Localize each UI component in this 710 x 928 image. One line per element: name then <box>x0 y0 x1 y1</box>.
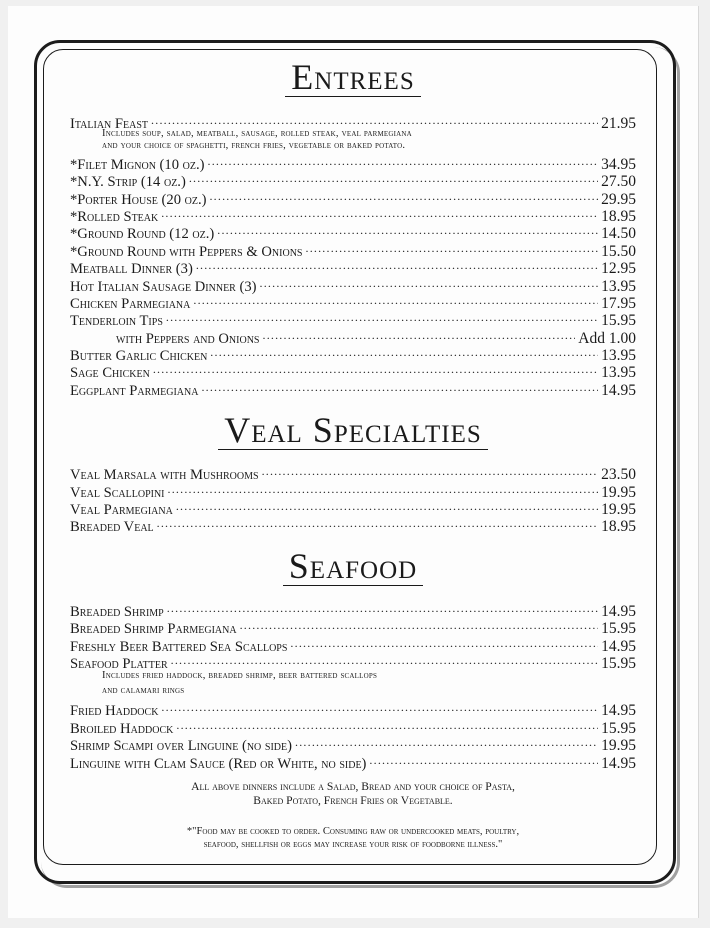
menu-item-price: 23.50 <box>601 466 636 484</box>
menu-item-price: 19.95 <box>601 483 636 501</box>
dot-leader <box>166 308 598 325</box>
feast-note: Includes soup, salad, meatball, sausage, rolled steak, veal parmegiana and your choice of spaghetti, french fries, vegetable or baked potato. <box>102 128 412 151</box>
menu-item-name: Tenderloin Tips <box>70 313 163 330</box>
menu-item-price: 18.95 <box>601 518 636 536</box>
dot-leader <box>193 291 598 308</box>
veal-section <box>70 462 636 536</box>
dot-leader <box>262 462 599 479</box>
menu-item <box>70 151 636 173</box>
menu-item-price: 18.95 <box>601 207 636 225</box>
dot-leader <box>196 256 598 273</box>
menu-item-addon: with Peppers and Onions ..... Add 1.00 <box>70 325 636 342</box>
menu-item-name: Butter Garlic Chicken <box>70 348 208 365</box>
menu-item-name: Breaded Shrimp Parmegiana <box>70 621 237 638</box>
menu-item-name: *Porter House (20 oz.) <box>70 191 207 208</box>
menu-item-name: Eggplant Parmegiana <box>70 382 199 399</box>
menu-item-price: 14.95 <box>601 602 636 620</box>
dot-leader <box>210 343 598 360</box>
menu-item-price: 15.50 <box>601 242 636 260</box>
dot-leader <box>217 221 598 238</box>
menu-item-price: 15.95 <box>601 620 636 638</box>
menu-item-price: 14.50 <box>601 225 636 243</box>
menu-item-price: 14.95 <box>601 381 636 399</box>
menu-item <box>70 698 636 720</box>
menu-item-price: 29.95 <box>601 190 636 208</box>
dinner-note: All above dinners include a Salad, Bread and your choice of Pasta, Baked Potato, French Fries or Vegetable. <box>191 779 515 808</box>
menu-item-price: 14.95 <box>601 754 636 772</box>
dot-leader <box>201 377 598 394</box>
menu-item-name: Shrimp Scampi over Linguine (no side) <box>70 738 293 755</box>
entrees-heading: Entrees <box>70 58 636 97</box>
menu-item-name: Veal Parmegiana <box>70 502 173 519</box>
platter-note: Includes fried haddock, breaded shrimp, beer battered scallops and calamari rings <box>102 669 378 696</box>
menu-item-name: Hot Italian Sausage Dinner (3) <box>70 278 257 295</box>
menu-item-price: 15.95 <box>601 312 636 330</box>
dot-leader <box>306 238 599 255</box>
veal-heading: Veal Specialties <box>70 411 636 450</box>
menu-item-name: *Ground Round with Peppers & Onions <box>70 243 303 260</box>
menu-item-name: Breaded Veal <box>70 519 154 536</box>
menu-item-price: 34.95 <box>601 155 636 173</box>
dot-leader <box>161 698 598 715</box>
menu-item-name: Veal Scallopini <box>70 484 165 501</box>
menu-content <box>70 58 636 852</box>
consumer-advisory: *"Food may be cooked to order. Consuming raw or undercooked meats, poultry, seafood, shellfish or eggs may increase your risk of foodborne illness." <box>186 825 520 851</box>
menu-item <box>70 598 636 620</box>
entrees-section <box>70 111 636 399</box>
dot-leader <box>153 360 598 377</box>
dot-leader <box>176 715 598 732</box>
menu-item-name: Italian Feast <box>70 116 149 133</box>
seafood-heading: Seafood <box>70 547 636 586</box>
dot-leader <box>167 598 598 615</box>
menu-item-price: 14.95 <box>601 702 636 720</box>
dot-leader <box>176 497 598 514</box>
menu-item-price: 17.95 <box>601 294 636 312</box>
menu-item <box>70 360 636 382</box>
menu-item-name: *Ground Round (12 oz.) <box>70 226 215 243</box>
dot-leader <box>171 651 598 668</box>
menu-item-price: 13.95 <box>601 347 636 365</box>
menu-item-price: 15.95 <box>601 654 636 672</box>
dot-leader <box>295 733 598 750</box>
menu-item-name: Sage Chicken <box>70 365 150 382</box>
dot-leader <box>369 750 598 767</box>
dot-leader <box>161 204 598 221</box>
dot-leader <box>151 111 598 128</box>
menu-item-price: 13.95 <box>601 364 636 382</box>
menu-item-price: 19.95 <box>601 501 636 519</box>
menu-item-name: Seafood Platter <box>70 655 168 672</box>
menu-item-price: 15.95 <box>601 719 636 737</box>
dot-leader <box>157 514 598 531</box>
menu-item-price: 27.50 <box>601 173 636 191</box>
dot-leader <box>189 169 598 186</box>
seafood-section <box>70 598 636 772</box>
menu-item-name: Linguine with Clam Sauce (Red or White, no side) <box>70 755 367 772</box>
menu-item-name: Meatball Dinner (3) <box>70 261 193 278</box>
dot-leader <box>208 151 599 168</box>
menu-item <box>70 111 636 133</box>
menu-item-price: 21.95 <box>601 115 636 133</box>
menu-item-price: 19.95 <box>601 737 636 755</box>
menu-item-name: Fried Haddock <box>70 703 159 720</box>
menu-item-name: *Filet Mignon (10 oz.) <box>70 156 205 173</box>
menu-item-price: 12.95 <box>601 260 636 278</box>
dot-leader <box>290 633 598 650</box>
menu-item-name: Broiled Haddock <box>70 720 174 737</box>
dot-leader <box>168 479 599 496</box>
menu-item <box>70 377 636 399</box>
menu-item-price: 14.95 <box>601 637 636 655</box>
dot-leader <box>260 273 599 290</box>
menu-item-name: *Rolled Steak <box>70 208 159 225</box>
menu-item-name: *N.Y. Strip (14 oz.) <box>70 174 186 191</box>
menu-item-name: Chicken Parmegiana <box>70 295 191 312</box>
menu-item-price: 13.95 <box>601 277 636 295</box>
menu-item <box>70 462 636 484</box>
menu-item-name: Freshly Beer Battered Sea Scallops <box>70 638 288 655</box>
menu-item-name: Breaded Shrimp <box>70 603 164 620</box>
menu-item-name: Veal Marsala with Mushrooms <box>70 467 259 484</box>
dot-leader <box>240 616 599 633</box>
dot-leader <box>209 186 598 203</box>
